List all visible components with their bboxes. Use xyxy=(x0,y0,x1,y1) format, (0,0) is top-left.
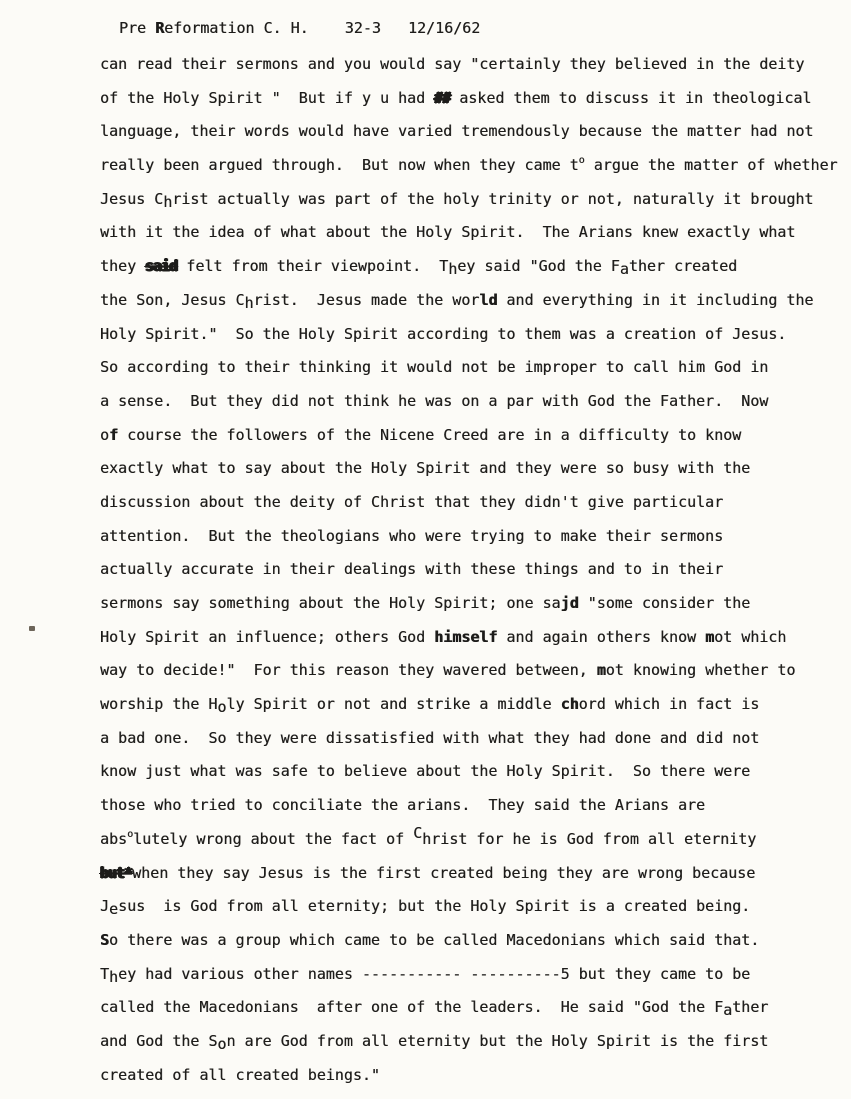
text-segment: rist actually was part of the holy trinity or not, naturally it brought xyxy=(172,189,814,208)
text-segment: they xyxy=(100,257,146,276)
text-line xyxy=(100,486,841,520)
text-segment: worship the H xyxy=(100,695,218,714)
text-segment: language, their words would have varied tremendously because the matter had not xyxy=(100,122,814,141)
text-line xyxy=(100,419,841,453)
text-line xyxy=(100,621,841,655)
text-segment: ot knowing whether to xyxy=(605,661,796,680)
text-segment: h xyxy=(109,967,119,986)
text-segment: argue the matter of whether xyxy=(584,156,838,175)
text-line xyxy=(100,755,841,789)
text-segment: exactly what to say about the Holy Spirit and they were so busy with the xyxy=(100,459,751,478)
text-line xyxy=(100,958,841,992)
text-line xyxy=(100,1059,841,1093)
text-segment: ot which xyxy=(714,627,787,646)
text-line xyxy=(100,216,841,250)
text-line xyxy=(119,12,480,46)
text-segment: discussion about the deity of Christ that they didn't give particular xyxy=(100,492,724,511)
text-line xyxy=(100,688,841,722)
text-segment: know just what was safe to believe about the Holy Spirit. So there were xyxy=(100,762,751,781)
text-line xyxy=(100,789,841,823)
text-line xyxy=(100,654,841,688)
struck-out-text: but* xyxy=(100,863,133,882)
text-segment: with it the idea of what about the Holy Spirit. The Arians knew exactly what xyxy=(100,223,796,242)
text-segment: ey had various other names ----------- ----------5 but they came to be xyxy=(118,964,751,983)
text-segment: o xyxy=(100,425,110,444)
text-segment: f xyxy=(109,425,119,444)
text-segment: o xyxy=(127,828,134,840)
text-segment: a xyxy=(723,1001,733,1020)
text-segment: ly Spirit or not and strike a middle xyxy=(226,695,561,714)
text-segment: ey said "God the F xyxy=(457,257,620,276)
text-segment: T xyxy=(100,964,110,983)
text-line xyxy=(100,722,841,756)
text-segment: h xyxy=(244,293,254,312)
text-segment: created of all created beings." xyxy=(100,1065,380,1084)
text-segment: sermons say something about the Holy Spirit; one sa xyxy=(100,594,561,612)
text-segment: o xyxy=(217,1034,227,1053)
text-segment: actually accurate in their dealings with these things and to in their xyxy=(100,560,724,579)
struck-out-text: ## xyxy=(434,88,451,107)
text-segment: Jesus C xyxy=(100,189,164,208)
text-segment: Holy Spirit." So the Holy Spirit according to them was a creation of Jesus. xyxy=(100,324,787,343)
text-segment: ld xyxy=(479,290,498,309)
text-segment: o xyxy=(578,155,585,167)
text-line xyxy=(100,48,841,82)
scan-artifact-speck xyxy=(29,626,35,631)
text-line xyxy=(100,520,841,554)
text-line xyxy=(100,587,841,621)
text-segment: ther created xyxy=(628,257,738,276)
text-segment: S xyxy=(100,930,110,949)
text-line xyxy=(100,183,841,217)
text-segment: a bad one. So they were dissatisfied with what they had done and did not xyxy=(100,728,760,747)
text-line xyxy=(100,115,841,149)
text-segment: ther xyxy=(732,998,769,1017)
text-segment: R xyxy=(155,19,165,37)
text-segment: called the Macedonians after one of the leaders. He said "God the F xyxy=(100,998,724,1017)
text-segment: h xyxy=(163,192,173,211)
text-segment: a xyxy=(619,260,629,279)
text-segment: So according to their thinking it would not be improper to call him God in xyxy=(100,358,769,377)
text-segment: C xyxy=(413,823,423,842)
text-segment: sus is God from all eternity; but the Holy Spirit is a created being. xyxy=(118,897,751,916)
text-segment: himself xyxy=(434,627,498,646)
text-segment: and again others know xyxy=(497,627,706,646)
text-segment: jd xyxy=(560,594,579,612)
text-segment: m xyxy=(705,627,715,646)
text-segment: really been argued through. But now when they came t xyxy=(100,156,579,175)
text-segment: and everything in it including the xyxy=(497,290,814,309)
text-segment: a sense. But they did not think he was on a par with God the Father. Now xyxy=(100,391,769,410)
text-segment: lutely wrong about the fact of xyxy=(133,829,414,848)
text-segment: when they say Jesus is the first created being they are wrong because xyxy=(132,863,756,882)
text-segment: J xyxy=(100,897,110,916)
text-line xyxy=(100,149,841,183)
text-segment: Holy Spirit an influence; others God xyxy=(100,627,435,646)
text-line xyxy=(100,991,841,1025)
text-line xyxy=(100,553,841,587)
text-segment: o there was a group which came to be called Macedonians which said that. xyxy=(109,930,760,949)
text-segment: way to decide!" For this reason they wavered between, xyxy=(100,661,597,680)
text-segment: "some consider the xyxy=(578,594,751,612)
text-line xyxy=(100,1025,841,1059)
text-line xyxy=(100,924,841,958)
text-segment: felt from their viewpoint. T xyxy=(177,257,449,276)
text-line xyxy=(100,284,841,318)
document-header xyxy=(119,12,480,46)
text-segment: hrist for he is God from all eternity xyxy=(422,829,757,848)
text-line xyxy=(100,857,841,891)
text-segment: eformation C. H. 32-3 12/16/62 xyxy=(164,19,481,37)
text-line xyxy=(100,890,841,924)
text-segment: rist. Jesus made the wor xyxy=(253,290,480,309)
text-segment: the Son, Jesus C xyxy=(100,290,245,309)
text-line xyxy=(100,452,841,486)
text-segment: Pre xyxy=(119,19,156,37)
text-segment: m xyxy=(596,661,606,680)
text-line xyxy=(100,82,841,116)
text-segment: ord which in fact is xyxy=(578,695,760,714)
text-segment: attention. But the theologians who were trying to make their sermons xyxy=(100,526,724,545)
text-line xyxy=(100,351,841,385)
text-line xyxy=(100,823,841,857)
text-segment: of the Holy Spirit " But if y u had xyxy=(100,88,435,107)
text-segment: those who tried to conciliate the arians. They said the Arians are xyxy=(100,796,706,815)
text-segment: e xyxy=(109,900,119,919)
text-segment: ch xyxy=(560,695,579,714)
struck-out-text: said xyxy=(145,257,178,276)
text-segment: o xyxy=(217,698,227,717)
text-segment: course the followers of the Nicene Creed are in a difficulty to know xyxy=(118,425,742,444)
text-segment: abs xyxy=(100,829,128,848)
text-line xyxy=(100,318,841,352)
text-segment: asked them to discuss it in theological xyxy=(450,88,812,107)
text-segment: h xyxy=(448,260,458,279)
text-line xyxy=(100,385,841,419)
text-segment: and God the S xyxy=(100,1031,218,1050)
text-segment: can read their sermons and you would say "certainly they believed in the deity xyxy=(100,55,805,73)
text-line xyxy=(100,250,841,284)
document-body-text xyxy=(100,48,841,1092)
text-segment: n are God from all eternity but the Holy Spirit is the first xyxy=(226,1031,769,1050)
